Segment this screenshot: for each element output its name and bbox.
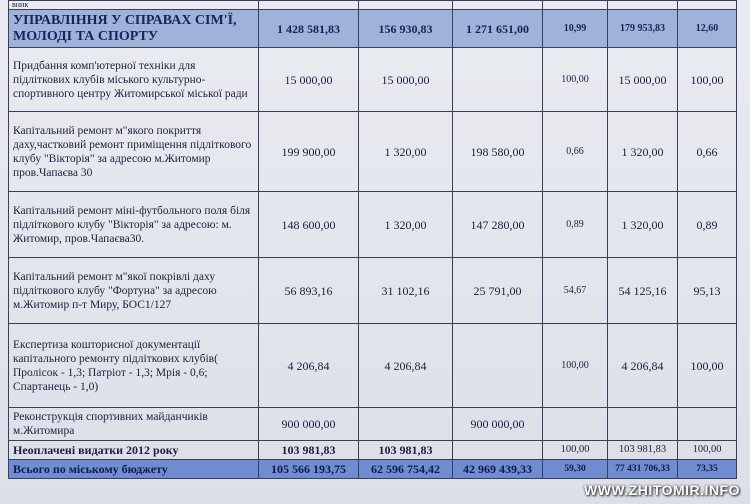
value-cell: 1 320,00 <box>608 112 678 192</box>
percent-cell: 10,99 <box>543 10 608 48</box>
percent-cell: 12,60 <box>678 10 737 48</box>
percent-cell <box>678 408 737 441</box>
value-cell: 31 102,16 <box>359 258 453 324</box>
value-cell: 25 791,00 <box>453 258 543 324</box>
percent-cell <box>543 408 608 441</box>
budget-table <box>8 0 737 479</box>
percent-cell: 100,00 <box>543 48 608 112</box>
value-cell: 1 428 581,83 <box>259 10 359 48</box>
cut-off-header-row <box>9 1 737 10</box>
percent-cell: 100,00 <box>543 324 608 408</box>
table-row <box>9 258 737 324</box>
value-cell <box>359 408 453 441</box>
value-cell: 54 125,16 <box>608 258 678 324</box>
value-cell: 62 596 754,42 <box>359 460 453 479</box>
value-cell: 42 969 439,33 <box>453 460 543 479</box>
total-label: Всього по міському бюджету <box>9 460 259 479</box>
percent-cell: 0,89 <box>543 192 608 258</box>
total-row <box>9 460 737 479</box>
value-cell: 1 320,00 <box>608 192 678 258</box>
value-cell: 15 000,00 <box>608 48 678 112</box>
value-cell: 103 981,83 <box>259 441 359 460</box>
value-cell: 1 271 651,00 <box>453 10 543 48</box>
value-cell: 105 566 193,75 <box>259 460 359 479</box>
table-row <box>9 112 737 192</box>
value-cell: 198 580,00 <box>453 112 543 192</box>
department-row <box>9 10 737 48</box>
percent-cell: 0,66 <box>543 112 608 192</box>
value-cell: 156 930,83 <box>359 10 453 48</box>
value-cell: 4 206,84 <box>259 324 359 408</box>
value-cell: 103 981,83 <box>608 441 678 460</box>
value-cell: 900 000,00 <box>453 408 543 441</box>
percent-cell: 100,00 <box>678 48 737 112</box>
unpaid-expenses-row <box>9 441 737 460</box>
cut-off-header-text: вник <box>9 1 259 10</box>
value-cell <box>453 324 543 408</box>
value-cell: 199 900,00 <box>259 112 359 192</box>
value-cell: 147 280,00 <box>453 192 543 258</box>
value-cell: 15 000,00 <box>259 48 359 112</box>
value-cell: 77 431 706,33 <box>608 460 678 479</box>
table-row <box>9 324 737 408</box>
value-cell: 1 320,00 <box>359 192 453 258</box>
row-description: Реконструкція спортивних майданчиків м.Житомира <box>9 408 259 441</box>
value-cell <box>608 408 678 441</box>
table-row <box>9 48 737 112</box>
percent-cell: 100,00 <box>678 324 737 408</box>
percent-cell: 100,00 <box>543 441 608 460</box>
percent-cell: 73,35 <box>678 460 737 479</box>
table-row <box>9 408 737 441</box>
value-cell: 103 981,83 <box>359 441 453 460</box>
value-cell: 15 000,00 <box>359 48 453 112</box>
percent-cell: 0,66 <box>678 112 737 192</box>
percent-cell: 95,13 <box>678 258 737 324</box>
table-row <box>9 192 737 258</box>
row-description: Придбання комп'ютерної техніки для підліткових клубів міського культурно-спортивного центру Житомирської міської ради <box>9 48 259 112</box>
percent-cell: 59,30 <box>543 460 608 479</box>
value-cell: 1 320,00 <box>359 112 453 192</box>
row-description: Капітальний ремонт м"якого покриття даху,частковий ремонт приміщення підліткового клубу "Вікторія" за адресою м.Житомир пров.Чапаєва 30 <box>9 112 259 192</box>
percent-cell: 100,00 <box>678 441 737 460</box>
row-description: Експертиза кошторисної документації капітального ремонту підліткових клубів( Пролісок - 1,3; Патріот - 1,3; Мрія - 0,6; Спартанець - 1,0) <box>9 324 259 408</box>
value-cell: 900 000,00 <box>259 408 359 441</box>
site-watermark: WWW.ZHITOMIR.INFO <box>584 482 740 498</box>
value-cell: 4 206,84 <box>608 324 678 408</box>
row-description: Капітальний ремонт м"якої покрівлі даху підліткового клубу "Фортуна" за адресою м.Житомир п-т Миру, БОС1/127 <box>9 258 259 324</box>
value-cell: 56 893,16 <box>259 258 359 324</box>
value-cell: 179 953,83 <box>608 10 678 48</box>
department-name: УПРАВЛІННЯ У СПРАВАХ СІМ'Ї, МОЛОДІ ТА СПОРТУ <box>9 10 259 48</box>
value-cell <box>453 48 543 112</box>
value-cell: 4 206,84 <box>359 324 453 408</box>
row-description: Капітальний ремонт міні-футбольного поля біля підліткового клубу "Вікторія" за адресою: м. Житомир, пров.Чапаєва30. <box>9 192 259 258</box>
percent-cell: 0,89 <box>678 192 737 258</box>
value-cell <box>453 441 543 460</box>
value-cell: 148 600,00 <box>259 192 359 258</box>
percent-cell: 54,67 <box>543 258 608 324</box>
unpaid-expenses-label: Неоплачені видатки 2012 року <box>9 441 259 460</box>
